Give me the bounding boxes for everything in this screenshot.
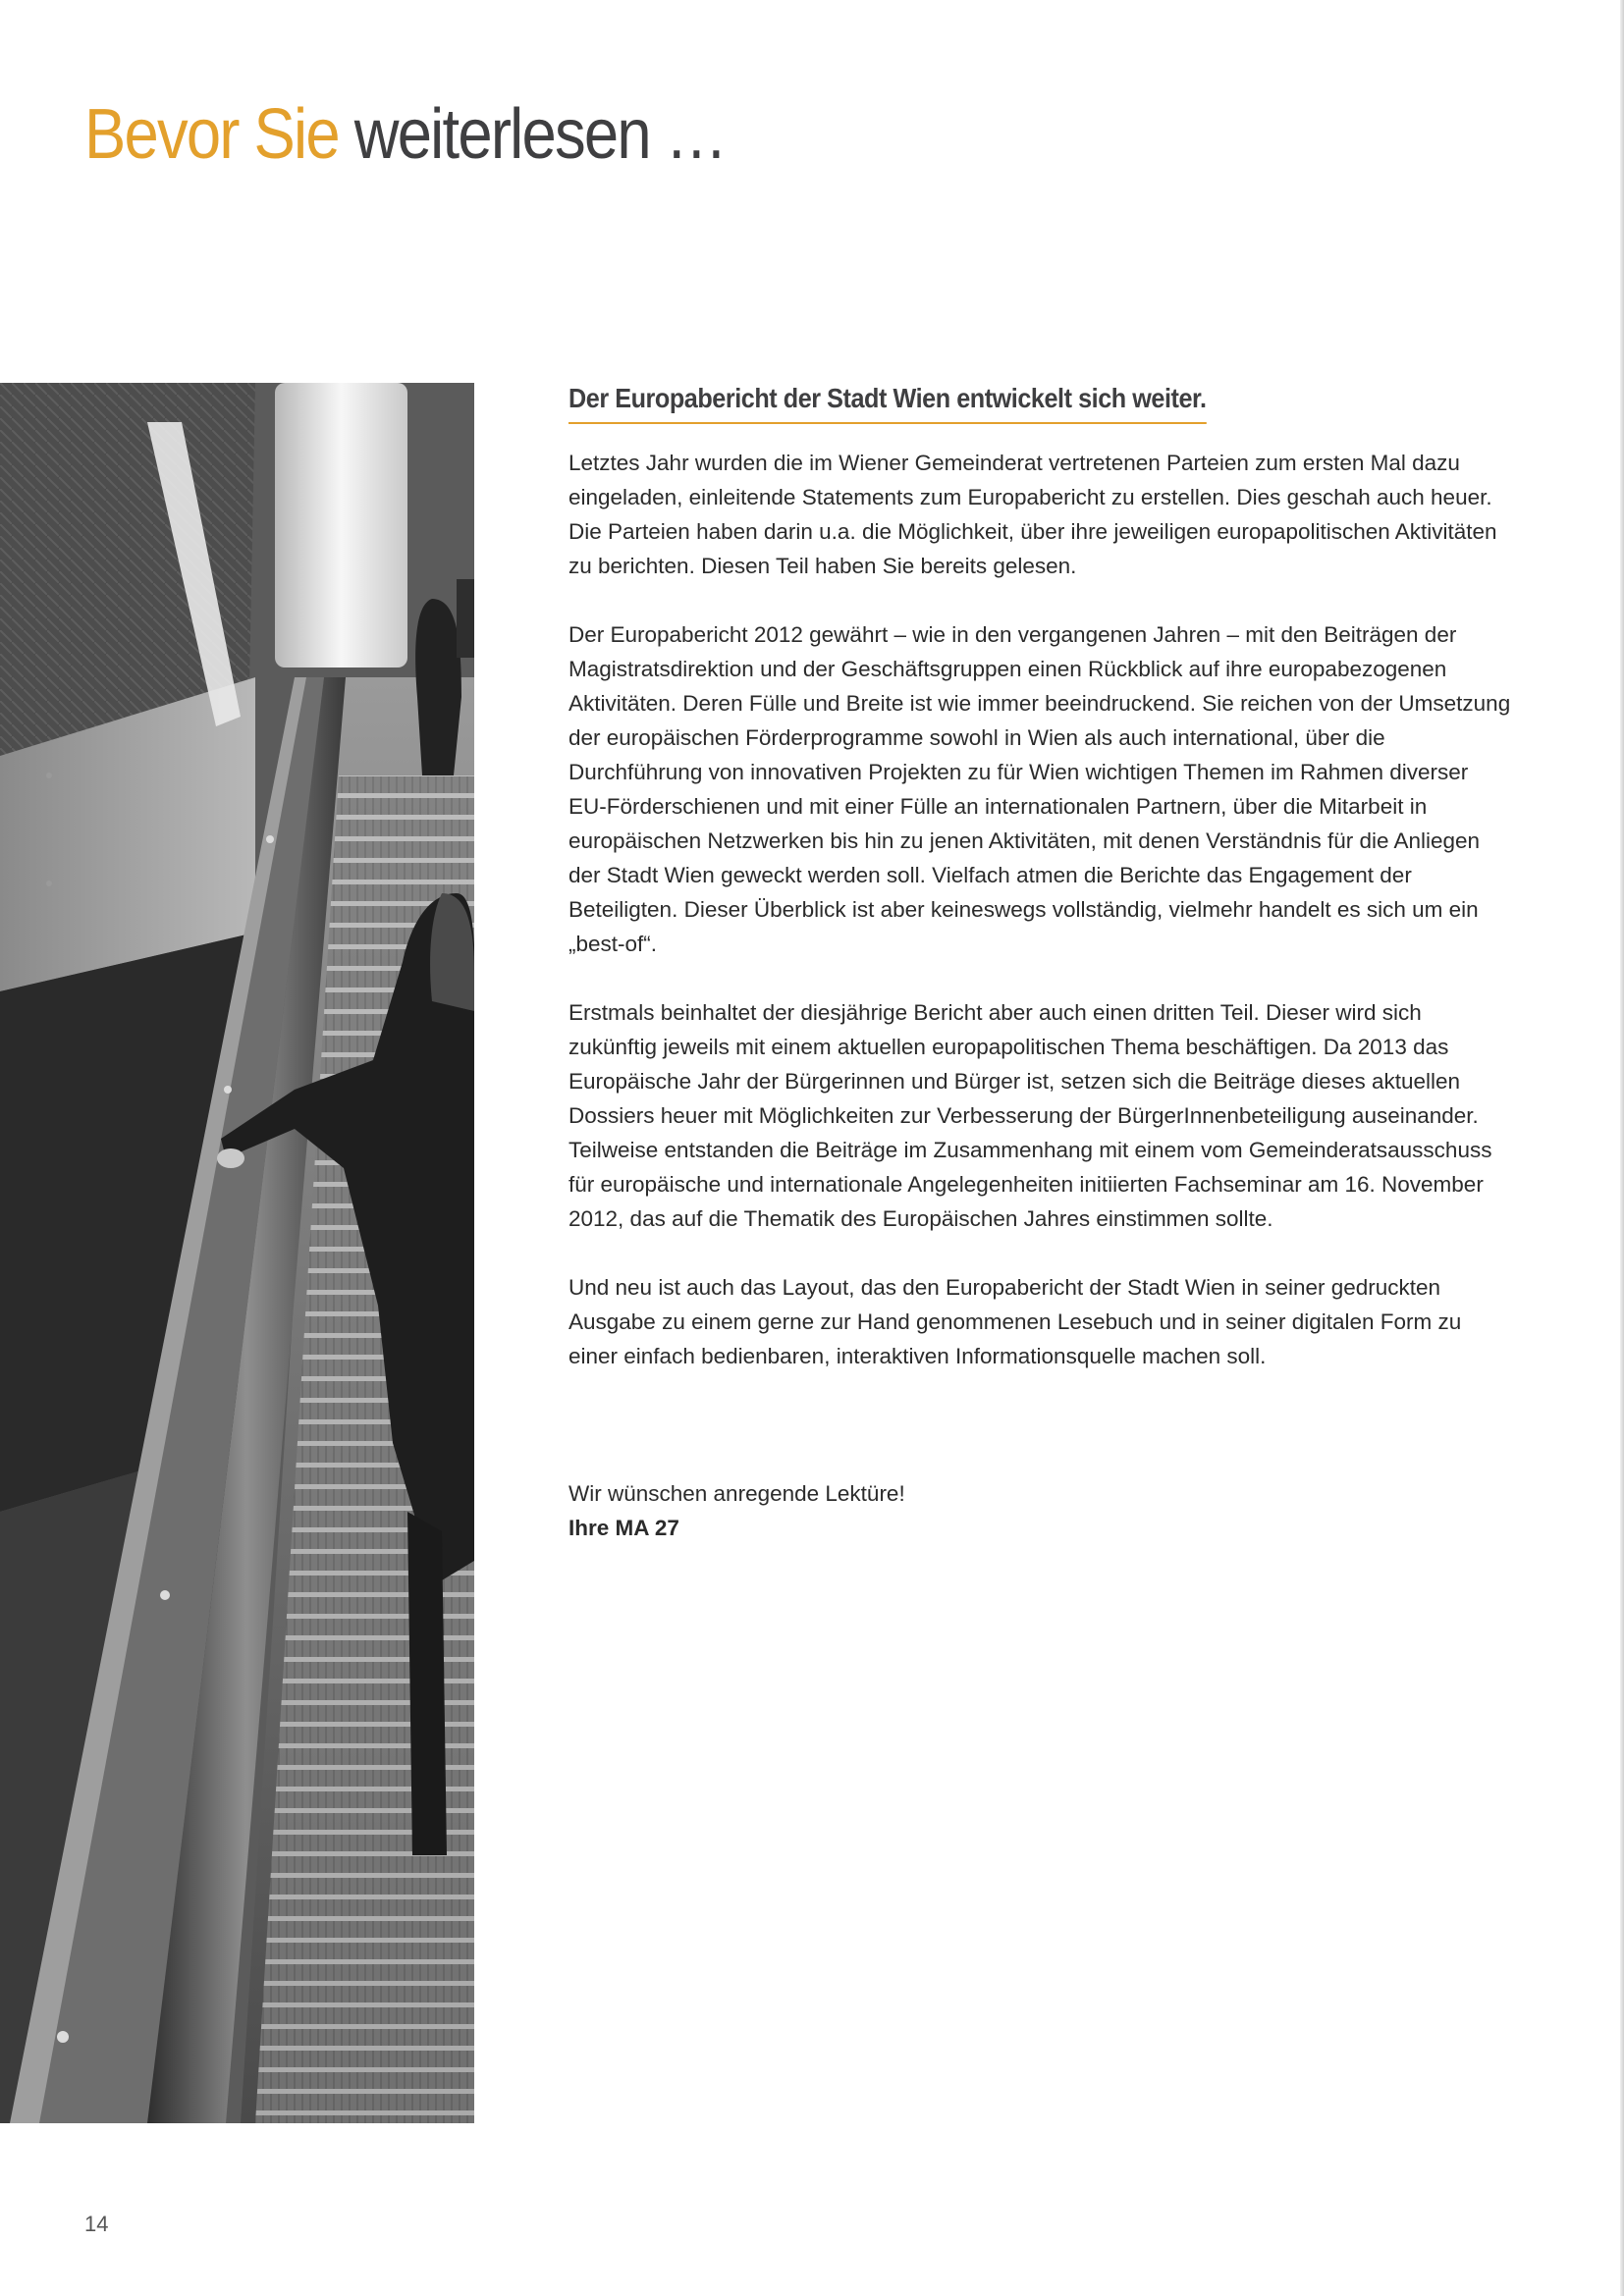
article-paragraph-2: Der Europabericht 2012 gewährt – wie in den vergangenen Jahren – mit den Beiträgen der Magistratsdirektion und der Geschäftsgruppen einen Rückblick auf ihre europabezogenen Aktivitäten. Deren Fülle und Breite ist wie immer beeindruckend. Sie reichen von der Umsetzung der europäischen Förderprogramme sowohl in Wien als auch international, über die Durchführung von innovativen Projekten zu für Wien wichtigen Themen im Rahmen diverser EU-Förderschienen und mit einer Fülle an internationalen Partnern, über die Mitarbeit in europäischen Netzwerken bis hin zu jenen Aktivitäten, mit denen Verständnis für die Anliegen der Stadt Wien geweckt werden soll. Vielfach atmen die Berichte das Engagement der Beteiligten. Dieser Überblick ist aber keineswegs vollständig, vielmehr handelt es sich um ein „best-of“. [568,622,1511,956]
closing [568,1476,1511,1545]
page-title-rest: weiterlesen … [353,95,727,174]
signature: Ihre MA 27 [568,1516,679,1540]
page-title-accent: Bevor Sie [84,95,339,174]
article-subheading: Der Europabericht der Stadt Wien entwickelt sich weiter. [568,381,1207,424]
article-body [568,446,1511,1373]
article-paragraph-4: Und neu ist auch das Layout, das den Europabericht der Stadt Wien in seiner gedruckten Ausgabe zu einem gerne zur Hand genommenen Lesebuch und in seiner digitalen Form zu einer einfach bedienbaren, interaktiven Informationsquelle machen soll. [568,1275,1462,1368]
article-paragraph-3: Erstmals beinhaltet der diesjährige Bericht aber auch einen dritten Teil. Dieser wird sich zukünftig jeweils mit einem aktuellen europapolitischen Thema beschäftigen. Da 2013 das Europäische Jahr der Bürgerinnen und Bürger ist, setzen sich die Beiträge dieses aktuellen Dossiers heuer mit Möglichkeiten zur Verbesserung der BürgerInnenbeteiligung auseinander. Teilweise entstanden die Beiträge im Zusammenhang mit einem vom Gemeinderatsausschuss für europäische und internationale Angelegenheiten initiierten Fachseminar am 16. November 2012, das auf die Thematik des Europäischen Jahres einstimmen sollte. [568,1000,1492,1231]
page-title [84,90,726,179]
escalator-photo [0,383,474,2123]
page-edge-shadow [1620,0,1624,2296]
page-number: 14 [84,2212,109,2236]
closing-line: Wir wünschen anregende Lektüre! [568,1481,905,1506]
article [568,381,1511,1545]
article-paragraph-1: Letztes Jahr wurden die im Wiener Gemeinderat vertretenen Parteien zum ersten Mal dazu eingeladen, einleitende Statements zum Europabericht zu erstellen. Dies geschah auch heuer. Die Parteien haben darin u.a. die Möglichkeit, über ihre jeweiligen europapolitischen Aktivitäten zu berichten. Diesen Teil haben Sie bereits gelesen. [568,451,1497,578]
